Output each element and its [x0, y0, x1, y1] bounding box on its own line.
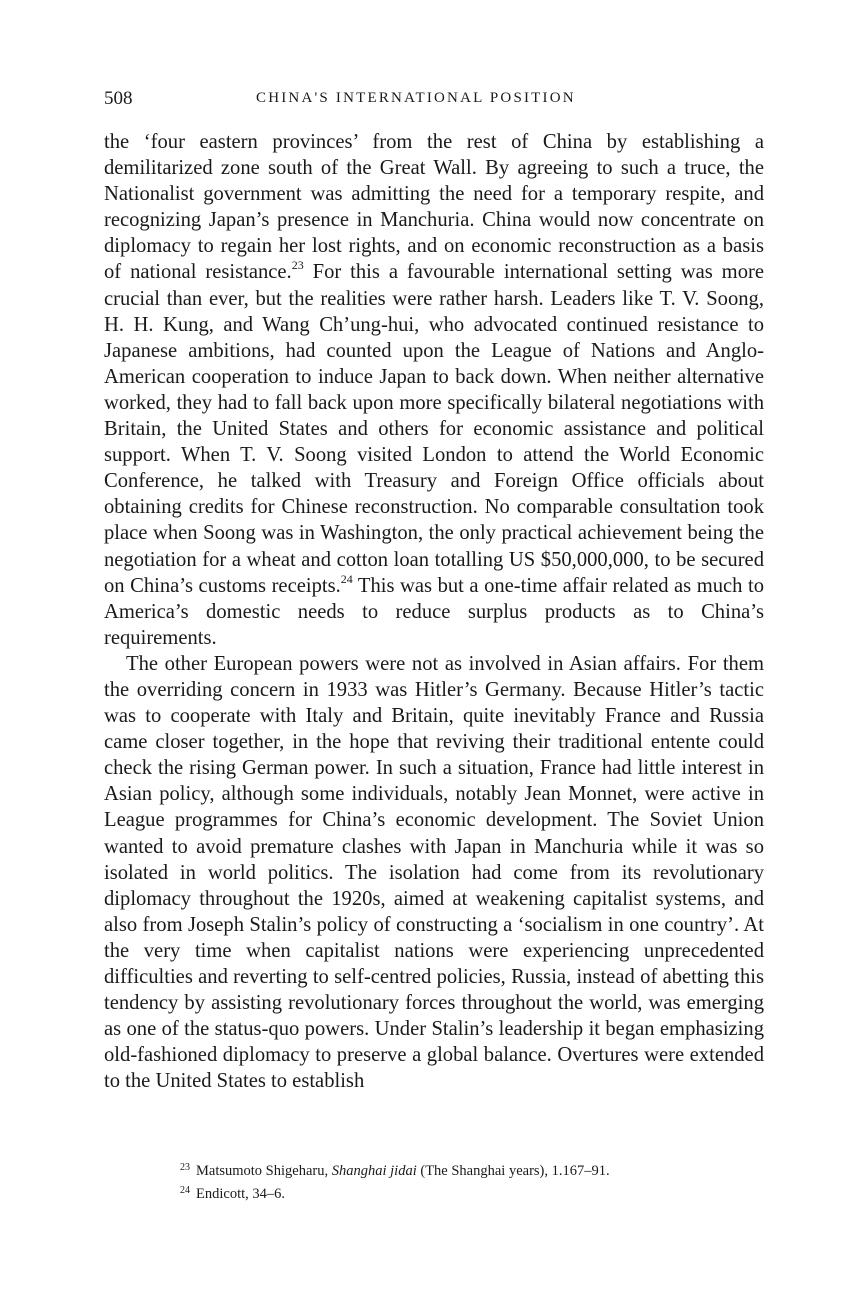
page-number: 508 [104, 88, 133, 109]
footnote-number: 24 [180, 1185, 190, 1196]
footnote-number: 23 [180, 1162, 190, 1173]
footnote [104, 1158, 764, 1181]
page-header [104, 88, 764, 114]
footnote-reference: 23 [291, 258, 304, 273]
text-segment: The other European powers were not as involved in Asian affairs. For them the overriding concern in 1933 was Hitler’s Germany. Because Hitler’s tactic was to cooperate with Italy and Britain, quite inevitably France and Russia came closer together, in the hope that reviving their traditional entente could check the rising German power. In such a situation, France had little interest in Asian policy, although some individuals, notably Jean Monnet, were active in League programmes for China’s economic development. The Soviet Union wanted to avoid premature clashes with Japan in Manchuria while it was so isolated in world politics. The isolation had come from its revolutionary diplomacy throughout the 1920s, aimed at weakening capitalist systems, and also from Joseph Stalin’s policy of constructing a ‘socialism in one country’. At the very time when capitalist nations were experiencing unprecedented difficulties and reverting to self-centred policies, Russia, instead of abetting this tendency by assisting revolutionary forces throughout the world, was emerging as one of the status-quo powers. Under Stalin’s leadership it began emphasizing old-fashioned diplomacy to preserve a global balance. Overtures were extended to the United States to establish [104, 652, 764, 1093]
paragraph [104, 651, 764, 1095]
text-segment: This was but a one-time affair related as much to America’s domestic needs to reduce surplus products as to China’s requirements. [104, 574, 764, 649]
footnote-title: Shanghai jidai [331, 1163, 417, 1179]
footnote-author: Matsumoto Shigeharu, [196, 1163, 332, 1179]
body-text [104, 129, 764, 1094]
running-head: CHINA'S INTERNATIONAL POSITION [256, 90, 576, 106]
footnotes [104, 1158, 764, 1204]
footnote-reference: 24 [340, 571, 353, 586]
footnote-rest: (The Shanghai years), 1.167–91. [416, 1163, 610, 1179]
text-segment: the ‘four eastern provinces’ from the rest of China by establishing a demilitarized zone south of the Great Wall. By agreeing to such a truce, the Nationalist government was admitting the need for a temporary respite, and recognizing Japan’s presence in Manchuria. China would now concentrate on diplomacy to regain her lost rights, and on economic reconstruction as a basis of national resistance. [104, 131, 764, 284]
footnote-author: Endicott, 34–6. [196, 1186, 286, 1202]
text-segment: For this a favourable international setting was more crucial than ever, but the realities were rather harsh. Leaders like T. V. Soong, H. H. Kung, and Wang Ch’ung-hui, who advocated continued resistance to Japanese ambitions, had counted upon the League of Nations and Anglo-American cooperation to induce Japan to back down. When neither alternative worked, they had to fall back upon more specifically bilateral negotiations with Britain, the United States and others for economic assistance and political support. When T. V. Soong visited London to attend the World Economic Conference, he talked with Treasury and Foreign Office officials about obtaining credits for Chinese reconstruction. No comparable consultation took place when Soong was in Washington, the only practical achievement being the negotiation for a wheat and cotton loan totalling US $50,000,000, to be secured on China’s customs receipts. [104, 261, 764, 597]
paragraph [104, 129, 764, 651]
footnote [104, 1181, 764, 1204]
